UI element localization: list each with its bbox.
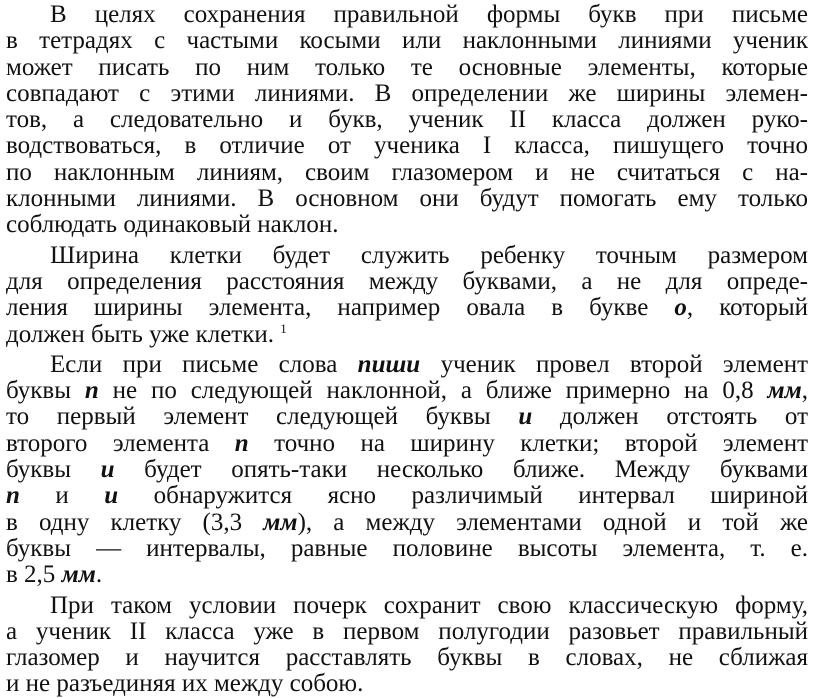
text-segment: точно на ширину клетки; второй элемент xyxy=(274,429,809,457)
text-line: совпадают с этими линиями. В определении же ширины элемен- xyxy=(6,79,808,107)
text-line: Ширина клетки будет служить ребенку точным размером xyxy=(50,241,808,269)
italic-letter: и xyxy=(104,482,119,510)
text-segment: то первый элемент следующей буквы xyxy=(6,403,491,431)
text-line: глазомер и научится расставлять буквы в словах, не сближая xyxy=(6,644,808,672)
text-line xyxy=(6,352,808,378)
italic-unit: мм xyxy=(767,377,802,405)
text-line: в тетрадях с частыми косыми или наклонными линиями ученик xyxy=(6,27,808,55)
text-line xyxy=(6,457,808,483)
footnote-mark: 1 xyxy=(280,320,287,336)
text-segment: , который xyxy=(686,294,809,322)
text-line: При таком условии почерк сохранит свою классическую форму, xyxy=(50,591,808,619)
text-line: буквы — интервалы, равные половине высоты элемента, т. е. xyxy=(6,534,808,562)
text-line xyxy=(6,431,808,457)
text-segment: и xyxy=(55,482,69,510)
text-segment: второго элемента xyxy=(6,429,210,457)
text-line xyxy=(6,322,808,348)
text-segment: должен отстоять от xyxy=(559,403,809,431)
text-line: тов, а следовательно и букв, ученик II класса должен руко- xyxy=(6,106,808,134)
italic-letter: п xyxy=(234,429,249,457)
text-line xyxy=(6,483,808,509)
text-line: клонными линиями. В основном они будут помогать ему только xyxy=(6,185,808,213)
italic-letter: п xyxy=(84,377,99,405)
text-line: для определения расстояния между буквами, а не для опреде- xyxy=(6,267,808,295)
text-segment: буквы xyxy=(6,377,72,405)
text-line: В целях сохранения правильной формы букв при письме xyxy=(50,1,808,28)
italic-letter: п xyxy=(6,482,20,510)
text-segment: в одну клетку (3,3 xyxy=(6,508,243,536)
paragraph-1 xyxy=(6,2,808,239)
text-segment: в 2,5 xyxy=(6,561,56,589)
text-line: по наклонным линиям, своим глазомером и не считаться с на- xyxy=(6,158,808,186)
paragraph-2 xyxy=(6,243,808,348)
text-segment: будет опять-таки несколько ближе. Между буквами xyxy=(144,456,808,484)
text-segment: должен быть уже клетки. xyxy=(6,320,275,348)
italic-unit: мм xyxy=(263,508,298,536)
text-line: в 2,5 мм. xyxy=(6,561,103,589)
text-line: и не разъединяя их между собою. xyxy=(6,670,364,698)
text-segment: Если при письме слова xyxy=(50,350,338,378)
text-line: буквы п не по следующей наклонной, а ближе примерно на 0,8 мм, xyxy=(6,377,809,405)
text-line: соблюдать одинаковый наклон. xyxy=(6,211,339,239)
text-line: может писать по ним только те основные элементы, которые xyxy=(6,53,808,81)
italic-unit: мм xyxy=(61,561,96,589)
text-segment: не по следующей наклонной, а ближе примерно на 0,8 xyxy=(112,377,754,405)
paragraph-3 xyxy=(6,352,808,589)
text-segment: обнаружится ясно различимый интервал шириной xyxy=(153,482,809,510)
italic-letter: и xyxy=(100,456,115,484)
italic-letter: о xyxy=(674,294,687,322)
text-segment: ), а между элементами одной и той же xyxy=(297,508,808,536)
text-line: а ученик II класса уже в первом полугодии разовьет правильный xyxy=(6,617,808,645)
text-line: водствоваться, в отличие от ученика I класса, пишущего точно xyxy=(6,132,808,160)
text-line xyxy=(6,295,808,321)
text-segment: ления ширины элемента, например овала в букве xyxy=(6,294,649,322)
italic-letter: и xyxy=(518,403,533,431)
text-segment: ученик провел второй элемент xyxy=(440,350,808,378)
text-segment: буквы xyxy=(6,456,72,484)
paragraph-4 xyxy=(6,593,808,698)
italic-word: пиши xyxy=(357,350,421,378)
text-line xyxy=(6,510,808,536)
text-line xyxy=(6,404,808,430)
